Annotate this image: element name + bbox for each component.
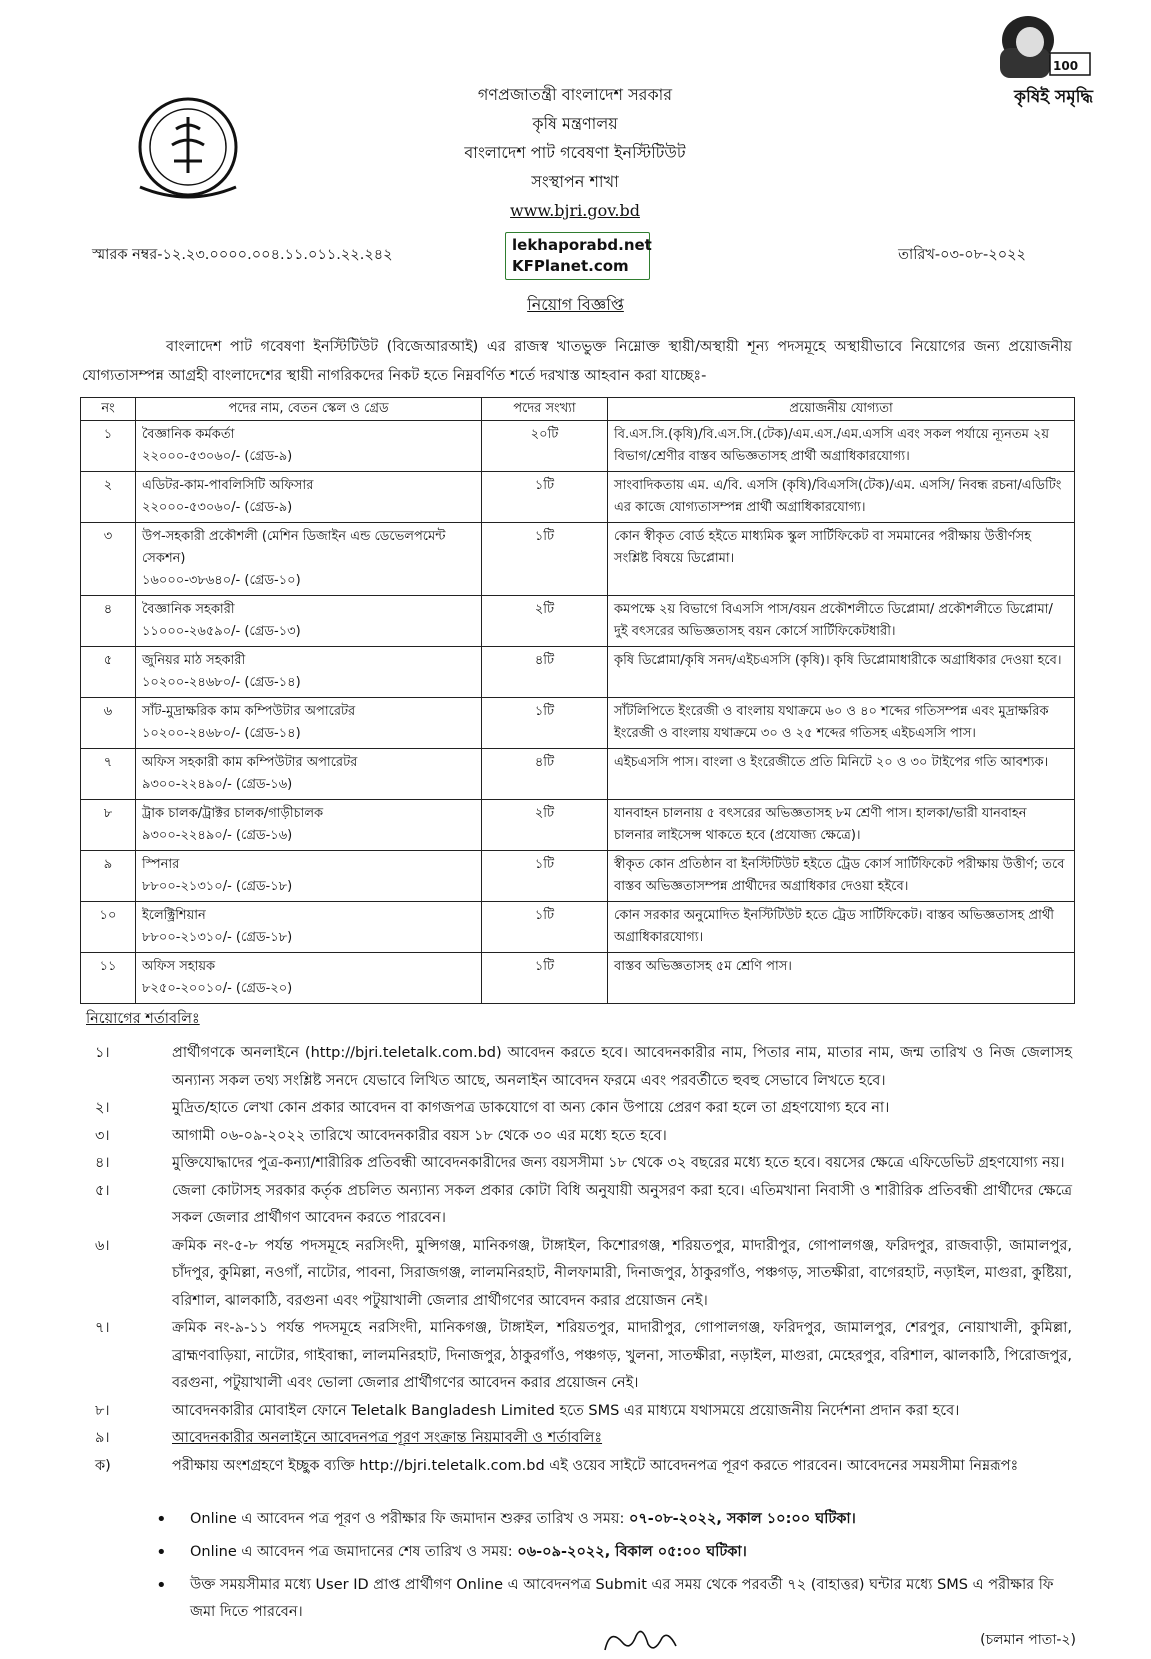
list-item xyxy=(80,1233,1072,1316)
deadline-bullets xyxy=(150,1506,1072,1632)
list-item xyxy=(150,1506,1072,1533)
row-no: ১১ xyxy=(81,953,136,1004)
institute-title: বাংলাদেশ পাট গবেষণা ইনস্টিটিউট xyxy=(464,143,686,162)
row-no: ৪ xyxy=(81,596,136,647)
pay-scale: ৮৮০০-২১৩১০/- (গ্রেড-১৮) xyxy=(142,879,293,894)
row-count: ৪টি xyxy=(482,749,608,800)
post-name: বৈজ্ঞানিক কর্মকর্তা xyxy=(142,427,235,442)
list-item xyxy=(80,1040,1072,1095)
row-count: ১টি xyxy=(482,472,608,523)
item-number: ৩। xyxy=(95,1127,110,1144)
continued-note: (চলমান পাতা-২) xyxy=(980,1632,1076,1648)
row-count: ২০টি xyxy=(482,421,608,472)
row-count: ২টি xyxy=(482,596,608,647)
bullet-text: Online এ আবেদন পত্র জমাদানের শেষ তারিখ ও সময়: xyxy=(190,1544,518,1560)
post-name: ট্রাক চালক/ট্রাক্টর চালক/গাড়ীচালক xyxy=(142,806,324,821)
table-header-row xyxy=(81,398,1075,421)
row-qualification: কৃষি ডিপ্লোমা/কৃষি সনদ/এইচএসসি (কৃষি)। কৃষি ডিপ্লোমাধারীকে অগ্রাধিকার দেওয়া হবে। xyxy=(608,647,1075,698)
item-number: ১। xyxy=(95,1045,110,1061)
watermark-badge xyxy=(505,232,650,280)
bullet-icon: • xyxy=(156,1509,167,1530)
pay-scale: ২২০০০-৫৩০৬০/- (গ্রেড-৯) xyxy=(142,500,293,515)
bullet-strong: ০৭-০৮-২০২২, সকাল ১০:০০ ঘটিকা। xyxy=(628,1511,856,1527)
row-no: ৭ xyxy=(81,749,136,800)
list-item xyxy=(150,1539,1072,1566)
bullet-icon: • xyxy=(156,1575,167,1596)
letterhead xyxy=(345,80,805,225)
branch-title: সংস্থাপন শাখা xyxy=(531,172,619,191)
row-post xyxy=(136,851,482,902)
table-row xyxy=(81,472,1075,523)
table-row xyxy=(81,421,1075,472)
col-header-post: পদের নাম, বেতন স্কেল ও গ্রেড xyxy=(136,398,482,421)
item-text: আবেদনকারীর মোবাইল ফোনে Teletalk Bangladesh Limited হতে SMS এর মাধ্যমে যথাসময়ে প্রয়োজনীয় নির্দেশনা প্রদান করা হবে। xyxy=(172,1402,960,1419)
item-number: ৫। xyxy=(95,1182,110,1199)
row-no: ৬ xyxy=(81,698,136,749)
row-qualification: সাংবাদিকতায় এম. এ/বি. এসসি (কৃষি)/বিএসসি(টেক)/এম. এসসি/ নিবন্ধ রচনা/এডিটিং এর কাজে যোগ্যতাসম্পন্ন প্রার্থী অগ্রাধিকারযোগ্য। xyxy=(608,472,1075,523)
watermark-line2: KFPlanet.com xyxy=(512,257,629,275)
govt-title: গণপ্রজাতন্ত্রী বাংলাদেশ সরকার xyxy=(477,85,673,104)
row-no: ১০ xyxy=(81,902,136,953)
col-header-count: পদের সংখ্যা xyxy=(482,398,608,421)
row-count: ১টি xyxy=(482,851,608,902)
signature-icon xyxy=(600,1618,680,1658)
ministry-title: কৃষি মন্ত্রণালয় xyxy=(532,114,618,133)
item-number: ক) xyxy=(95,1457,111,1474)
item-number: ৬। xyxy=(95,1237,110,1254)
svg-text:100: 100 xyxy=(1053,59,1079,73)
intro-paragraph: বাংলাদেশ পাট গবেষণা ইনস্টিটিউট (বিজেআরআই) এর রাজস্ব খাতভুক্ত নিম্নোক্ত স্থায়ী/অস্থায়ী শূন্য পদসমূহে অস্থায়ীভাবে নিয়োগের জন্য প্রয়োজনীয় যোগ্যতাসম্পন্ন আগ্রহী বাংলাদেশের স্থায়ী নাগরিকদের নিকট হতে নিম্নবর্ণিত শর্তে দরখাস্ত আহবান করা যাচ্ছেঃ- xyxy=(82,339,1072,384)
item-number: ৯। xyxy=(95,1430,110,1446)
pay-scale: ৯৩০০-২২৪৯০/- (গ্রেড-১৬) xyxy=(142,777,293,792)
posts-table xyxy=(80,397,1075,1004)
item-text: আবেদনকারীর অনলাইনে আবেদনপত্র পূরণ সংক্রান্ত নিয়মাবলী ও শর্তাবলিঃ xyxy=(172,1430,603,1446)
row-no: ৫ xyxy=(81,647,136,698)
item-text: ক্রমিক নং-৫-৮ পর্যন্ত পদসমূহে নরসিংদী, মুন্সিগঞ্জ, মানিকগঞ্জ, টাঙ্গাইল, কিশোরগঞ্জ, শরিয়তপুর, মাদারীপুর, গোপালগঞ্জ, ফরিদপুর, রাজবাড়ী, জামালপুর, চাঁদপুর, কুমিল্লা, নওগাঁ, নাটোর, পাবনা, সিরাজগঞ্জ, লালমনিরহাট, নীলফামারী, দিনাজপুর, ঠাকুরগাঁও, পঞ্চগড়, সাতক্ষীরা, বাগেরহাট, নড়াইল, মাগুরা, কুষ্টিয়া, বরিশাল, ঝালকাঠি, বরগুনা এবং পটুয়াখালী জেলার প্রার্থীগণের আবেদন করার প্রয়োজন নেই। xyxy=(172,1237,1072,1309)
list-item xyxy=(80,1150,1072,1178)
row-post xyxy=(136,800,482,851)
table-row xyxy=(81,647,1075,698)
bullet-strong: ০৬-০৯-২০২২, বিকাল ০৫:০০ ঘটিকা। xyxy=(517,1544,747,1560)
pay-scale: ৮৮০০-২১৩১০/- (গ্রেড-১৮) xyxy=(142,930,293,945)
post-name: উপ-সহকারী প্রকৌশলী (মেশিন ডিজাইন এন্ড ডেভেলপমেন্ট সেকশন) xyxy=(142,529,446,566)
conditions-list xyxy=(80,1040,1072,1480)
post-name: সাঁট-মুদ্রাক্ষরিক কাম কম্পিউটার অপারেটর xyxy=(142,704,356,719)
table-row xyxy=(81,851,1075,902)
table-row xyxy=(81,953,1075,1004)
row-qualification: স্বীকৃত কোন প্রতিষ্ঠান বা ইনস্টিটিউট হইতে ট্রেড কোর্স সার্টিফিকেট পরীক্ষায় উত্তীর্ণ; তবে বাস্তব অভিজ্ঞতাসম্পন্ন প্রার্থীদের অগ্রাধিকার দেওয়া হইবে। xyxy=(608,851,1075,902)
row-qualification: যানবাহন চালনায় ৫ বৎসরের অভিজ্ঞতাসহ ৮ম শ্রেণী পাস। হালকা/ভারী যানবাহন চালনার লাইসেন্স থাকতে হবে (প্রযোজ্য ক্ষেত্রে)। xyxy=(608,800,1075,851)
post-name: অফিস সহকারী কাম কম্পিউটার অপারেটর xyxy=(142,755,358,770)
pay-scale: ১০২০০-২৪৬৮০/- (গ্রেড-১৪) xyxy=(142,675,301,690)
bullet-text: Online এ আবেদন পত্র পূরণ ও পরীক্ষার ফি জমাদান শুরুর তারিখ ও সময়: xyxy=(190,1511,629,1527)
notice-date: তারিখ-০৩-০৮-২০২২ xyxy=(898,247,1026,263)
post-name: জুনিয়র মাঠ সহকারী xyxy=(142,653,246,668)
table-row xyxy=(81,749,1075,800)
item-text: ক্রমিক নং-৯-১১ পর্যন্ত পদসমূহে নরসিংদী, মানিকগঞ্জ, টাঙ্গাইল, শরিয়তপুর, মাদারীপুর, গোপালগঞ্জ, ফরিদপুর, জামালপুর, শেরপুর, নোয়াখালী, কুমিল্লা, ব্রাহ্মণবাড়িয়া, নাটোর, গাইবান্ধা, লালমনিরহাট, দিনাজপুর, ঠাকুরগাঁও, পঞ্চগড়, খুলনা, সাতক্ষীরা, নড়াইল, মাগুরা, মেহেরপুর, বরিশাল, ঝালকাঠি, পিরোজপুর, বরগুনা, পটুয়াখালী এবং ভোলা জেলার প্রার্থীগণের আবেদন করার প্রয়োজন নেই। xyxy=(172,1320,1072,1391)
memo-number: স্মারক নম্বর-১২.২৩.০০০০.০০৪.১১.০১১.২২.২৪২ xyxy=(92,247,393,263)
row-qualification: এইচএসসি পাস। বাংলা ও ইংরেজীতে প্রতি মিনিটে ২০ ও ৩০ টাইপের গতি আবশ্যক। xyxy=(608,749,1075,800)
row-no: ৩ xyxy=(81,523,136,596)
list-item xyxy=(80,1178,1072,1233)
list-item xyxy=(80,1123,1072,1151)
post-name: বৈজ্ঞানিক সহকারী xyxy=(142,602,235,617)
item-number: ৪। xyxy=(95,1155,110,1171)
item-number: ২। xyxy=(95,1100,110,1116)
table-row xyxy=(81,698,1075,749)
row-qualification: কমপক্ষে ২য় বিভাগে বিএসসি পাস/বয়ন প্রকৌশলীতে ডিপ্লোমা/ প্রকৌশলীতে ডিপ্লোমা/ দুই বৎসরের অভিজ্ঞতাসহ বয়ন কোর্সে সার্টিফিকেটধারী। xyxy=(608,596,1075,647)
bullet-text: উক্ত সময়সীমার মধ্যে User ID প্রাপ্ত প্রার্থীগণ Online এ আবেদনপত্র Submit এর সময় থেকে পরবর্তী ৭২ (বাহাত্তর) ঘন্টার মধ্যে SMS এ পরীক্ষার ফি জমা দিতে পারবেন। xyxy=(190,1577,1054,1620)
row-no: ২ xyxy=(81,472,136,523)
row-qualification: বি.এস.সি.(কৃষি)/বি.এস.সি.(টেক)/এম.এস./এম.এসসি এবং সকল পর্যায়ে ন্যূনতম ২য় বিভাগ/শ্রেণীর বাস্তব অভিজ্ঞতাসহ প্রার্থী অগ্রাধিকারযোগ্য। xyxy=(608,421,1075,472)
table-row xyxy=(81,596,1075,647)
row-post xyxy=(136,953,482,1004)
item-text: আগামী ০৬-০৯-২০২২ তারিখে আবেদনকারীর বয়স ১৮ থেকে ৩০ এর মধ্যে হতে হবে। xyxy=(172,1127,667,1144)
row-post xyxy=(136,647,482,698)
bjri-logo-icon xyxy=(128,95,248,205)
row-no: ৮ xyxy=(81,800,136,851)
post-name: ইলেক্ট্রিশিয়ান xyxy=(142,908,206,923)
row-post xyxy=(136,421,482,472)
item-number: ৭। xyxy=(95,1320,110,1336)
row-qualification: সাঁটলিপিতে ইংরেজী ও বাংলায় যথাক্রমে ৬০ ও ৪০ শব্দের গতিসম্পন্ন এবং মুদ্রাক্ষরিক ইংরেজী ও বাংলায় যথাক্রমে ৩০ ও ২৫ শব্দের গতিসহ এইচএসসি পাস। xyxy=(608,698,1075,749)
item-text: পরীক্ষায় অংশগ্রহণে ইচ্ছুক ব্যক্তি http://bjri.teletalk.com.bd এই ওয়েব সাইটে আবেদনপত্র পূরণ করতে পারবেন। আবেদনের সময়সীমা নিম্নরূপঃ xyxy=(172,1457,1019,1474)
row-post xyxy=(136,902,482,953)
row-post xyxy=(136,749,482,800)
table-row xyxy=(81,902,1075,953)
row-count: ৪টি xyxy=(482,647,608,698)
row-qualification: কোন স্বীকৃত বোর্ড হইতে মাধ্যমিক স্কুল সার্টিফিকেট বা সমমানের পরীক্ষায় উত্তীর্ণসহ সংশ্লিষ্ট বিষয়ে ডিপ্লোমা। xyxy=(608,523,1075,596)
row-post xyxy=(136,523,482,596)
row-count: ১টি xyxy=(482,523,608,596)
row-post xyxy=(136,596,482,647)
row-qualification: কোন সরকার অনুমোদিত ইনস্টিটিউট হতে ট্রেড সার্টিফিকেট। বাস্তব অভিজ্ঞতাসহ প্রার্থী অগ্রাধিকারযোগ্য। xyxy=(608,902,1075,953)
post-name: এডিটর-কাম-পাবলিসিটি অফিসার xyxy=(142,478,314,493)
website-link[interactable]: www.bjri.gov.bd xyxy=(510,201,640,220)
table-row xyxy=(81,800,1075,851)
pay-scale: ১৬০০০-৩৮৬৪০/- (গ্রেড-১০) xyxy=(142,573,301,588)
notice-title: নিয়োগ বিজ্ঞপ্তি xyxy=(527,295,624,314)
row-qualification: বাস্তব অভিজ্ঞতাসহ ৫ম শ্রেণি পাস। xyxy=(608,953,1075,1004)
row-count: ২টি xyxy=(482,800,608,851)
row-post xyxy=(136,472,482,523)
list-item xyxy=(80,1425,1072,1453)
row-post xyxy=(136,698,482,749)
item-number: ৮। xyxy=(95,1402,110,1419)
pay-scale: ২২০০০-৫৩০৬০/- (গ্রেড-৯) xyxy=(142,449,293,464)
item-text: জেলা কোটাসহ সরকার কর্তৃক প্রচলিত অন্যান্য সকল প্রকার কোটা বিধি অনুযায়ী অনুসরণ করা হবে। এতিমখানা নিবাসী ও শারীরিক প্রতিবন্ধী প্রার্থীদের ক্ষেত্রে সকল জেলার প্রার্থীগণ আবেদন করতে পারবেন। xyxy=(172,1182,1072,1226)
pay-scale: ৯৩০০-২২৪৯০/- (গ্রেড-১৬) xyxy=(142,828,293,843)
list-item xyxy=(80,1315,1072,1398)
pay-scale: ১০২০০-২৪৬৮০/- (গ্রেড-১৪) xyxy=(142,726,301,741)
post-name: অফিস সহায়ক xyxy=(142,959,216,974)
list-item xyxy=(80,1095,1072,1123)
list-item xyxy=(80,1398,1072,1426)
slogan-text: কৃষিই সমৃদ্ধি xyxy=(1014,87,1093,107)
row-count: ১টি xyxy=(482,698,608,749)
row-no: ১ xyxy=(81,421,136,472)
list-item xyxy=(80,1453,1072,1481)
col-header-no: নং xyxy=(81,398,136,421)
table-row xyxy=(81,523,1075,596)
col-header-qualification: প্রয়োজনীয় যোগ্যতা xyxy=(608,398,1075,421)
item-text: মুদ্রিত/হাতে লেখা কোন প্রকার আবেদন বা কাগজপত্র ডাকযোগে বা অন্য কোন উপায়ে প্রেরণ করা হলে তা গ্রহণযোগ্য হবে না। xyxy=(172,1100,890,1116)
item-text: প্রার্থীগণকে অনলাইনে (http://bjri.teletalk.com.bd) আবেদন করতে হবে। আবেদনকারীর নাম, পিতার নাম, মাতার নাম, জন্ম তারিখ ও নিজ জেলাসহ অন্যান্য সকল তথ্য সংশ্লিষ্ট সনদে যেভাবে লিখিত আছে, অনলাইন আবেদন ফরমে এবং পরবর্তীতে হুবহু সেভাবে লিখতে হবে। xyxy=(172,1045,1072,1089)
bullet-icon: • xyxy=(156,1542,167,1563)
pay-scale: ১১০০০-২৬৫৯০/- (গ্রেড-১৩) xyxy=(142,624,301,639)
watermark-line1: lekhaporabd.net xyxy=(512,236,652,254)
post-name: স্পিনার xyxy=(142,857,180,872)
row-count: ১টি xyxy=(482,902,608,953)
row-no: ৯ xyxy=(81,851,136,902)
pay-scale: ৮২৫০-২০০১০/- (গ্রেড-২০) xyxy=(142,981,293,996)
portrait-emblem-icon xyxy=(990,8,1100,83)
item-text: মুক্তিযোদ্ধাদের পুত্র-কন্যা/শারীরিক প্রতিবন্ধী আবেদনকারীদের জন্য বয়সসীমা ১৮ থেকে ৩২ বছরের মধ্যে হতে হবে। বয়সের ক্ষেত্রে এফিডেভিট গ্রহণযোগ্য নয়। xyxy=(172,1155,1065,1171)
row-count: ১টি xyxy=(482,953,608,1004)
conditions-heading: নিয়োগের শর্তাবলিঃ xyxy=(86,1011,200,1027)
